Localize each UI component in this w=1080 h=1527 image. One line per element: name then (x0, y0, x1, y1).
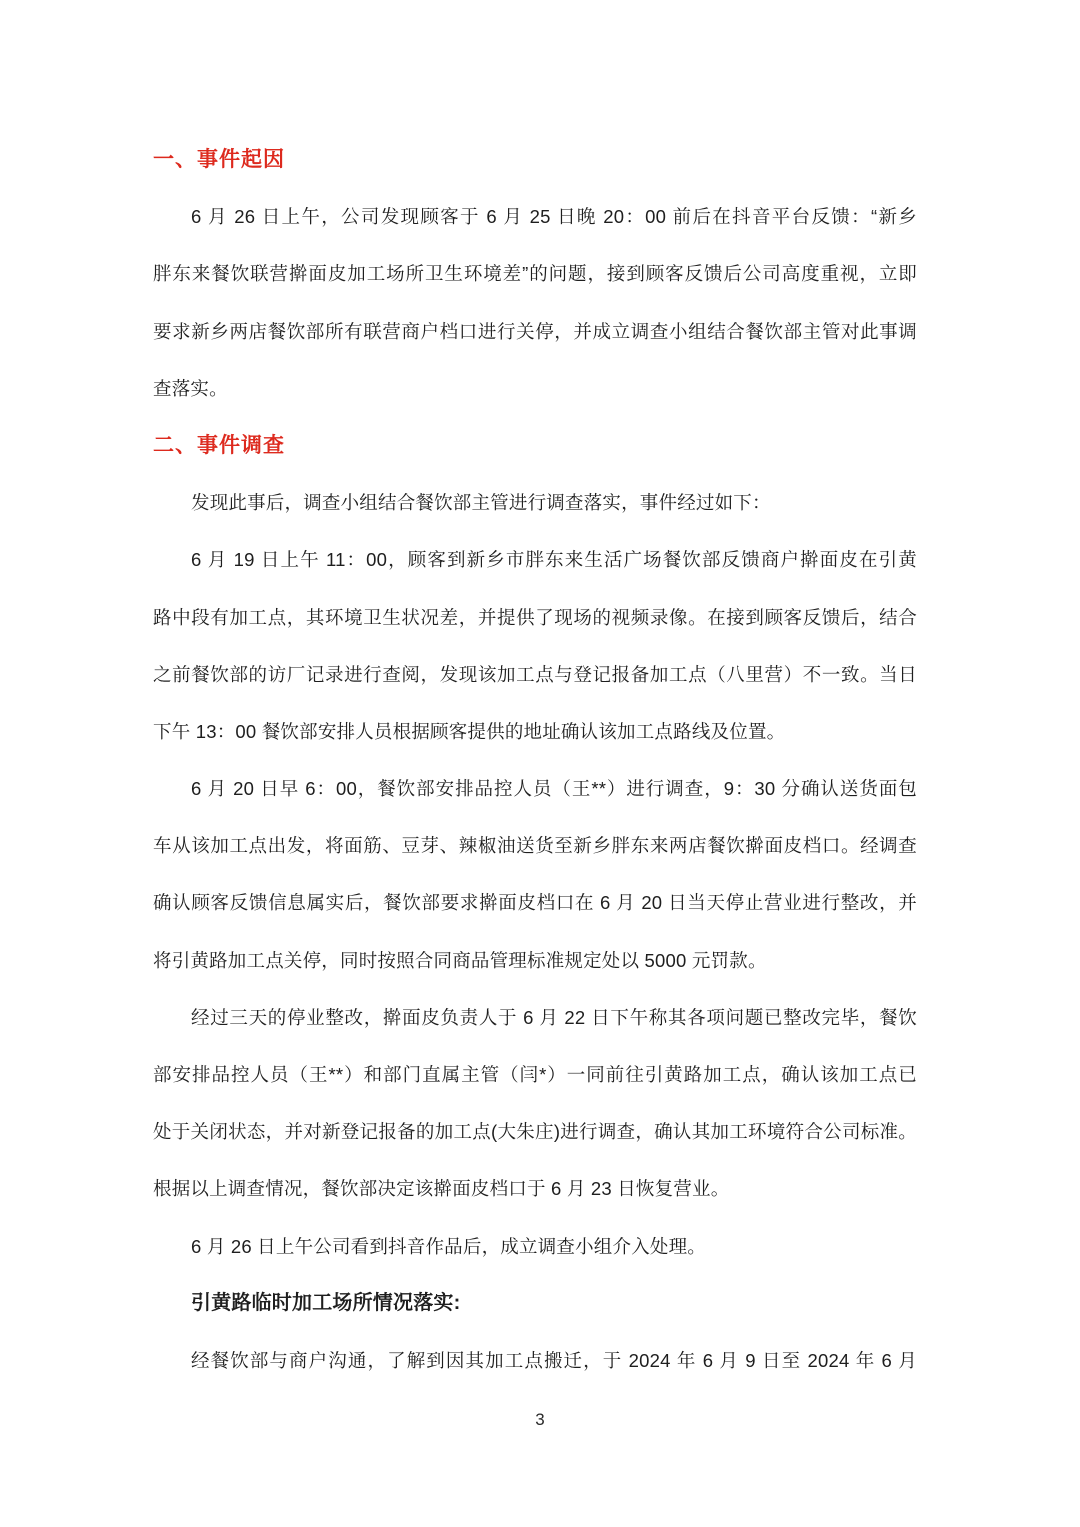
paragraph-line: 下午 13：00 餐饮部安排人员根据顾客提供的地址确认该加工点路线及位置。 (153, 720, 786, 742)
subheading-yinhuang-road-findings: 引黄路临时加工场所情况落实: (191, 1291, 461, 1314)
paragraph-line: 6 月 26 日上午，公司发现顾客于 6 月 25 日晚 20：00 前后在抖音平台反馈：“新乡 (191, 206, 917, 228)
paragraph-line: 查落实。 (153, 377, 228, 399)
paragraph-line: 6 月 20 日早 6：00，餐饮部安排品控人员（王**）进行调查，9：30 分确认送货面包 (191, 778, 917, 800)
paragraph-line: 胖东来餐饮联营擀面皮加工场所卫生环境差”的问题，接到顾客反馈后公司高度重视，立即 (153, 263, 917, 285)
paragraph-line: 发现此事后，调查小组结合餐饮部主管进行调查落实，事件经过如下： (191, 492, 771, 514)
paragraph-line: 6 月 19 日上午 11：00，顾客到新乡市胖东来生活广场餐饮部反馈商户擀面皮在引黄 (191, 549, 917, 571)
paragraph-line: 确认顾客反馈信息属实后，餐饮部要求擀面皮档口在 6 月 20 日当天停止营业进行整改，并 (153, 892, 917, 914)
page-number: 3 (535, 1410, 545, 1429)
section-heading-event-investigation: 二、事件调查 (153, 433, 285, 457)
paragraph-line: 车从该加工点出发，将面筋、豆芽、辣椒油送货至新乡胖东来两店餐饮擀面皮档口。经调查 (153, 835, 917, 857)
paragraph-line: 处于关闭状态，并对新登记报备的加工点(大朱庄)进行调查，确认其加工环境符合公司标准。 (153, 1121, 917, 1143)
paragraph-line: 经过三天的停业整改，擀面皮负责人于 6 月 22 日下午称其各项问题已整改完毕，餐饮 (191, 1006, 917, 1028)
document-body (153, 131, 917, 1389)
section-heading-event-cause: 一、事件起因 (153, 148, 285, 171)
paragraph-line: 之前餐饮部的访厂记录进行查阅，发现该加工点与登记报备加工点（八里营）不一致。当日 (153, 663, 917, 685)
paragraph-line: 经餐饮部与商户沟通，了解到因其加工点搬迁，于 2024 年 6 月 9 日至 2024 年 6 月 (191, 1349, 917, 1371)
paragraph-line: 要求新乡两店餐饮部所有联营商户档口进行关停，并成立调查小组结合餐饮部主管对此事调 (153, 320, 917, 342)
paragraph-line: 路中段有加工点，其环境卫生状况差，并提供了现场的视频录像。在接到顾客反馈后，结合 (153, 606, 917, 628)
paragraph-line: 部安排品控人员（王**）和部门直属主管（闫*）一同前往引黄路加工点，确认该加工点已 (153, 1064, 917, 1085)
paragraph-line: 6 月 26 日上午公司看到抖音作品后，成立调查小组介入处理。 (191, 1235, 706, 1257)
paragraph-line: 将引黄路加工点关停，同时按照合同商品管理标准规定处以 5000 元罚款。 (153, 949, 767, 971)
paragraph-line: 根据以上调查情况，餐饮部决定该擀面皮档口于 6 月 23 日恢复营业。 (153, 1178, 730, 1200)
